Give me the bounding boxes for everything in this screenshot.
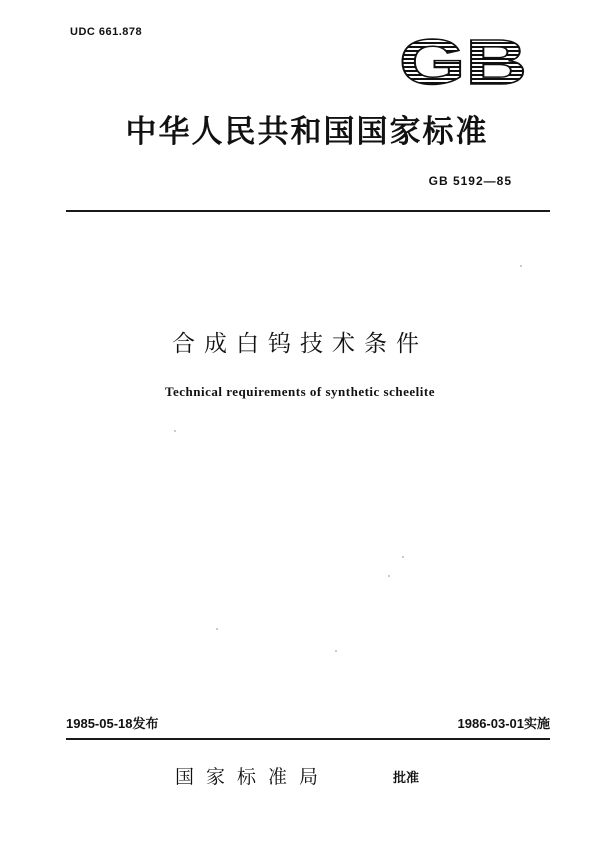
udc-code: UDC 661.878 [70, 26, 143, 38]
paper-speck [216, 628, 218, 630]
paper-speck [520, 265, 522, 267]
header-divider [66, 210, 550, 212]
paper-speck [402, 556, 404, 558]
standard-number: GB 5192—85 [428, 174, 512, 188]
document-title-english: Technical requirements of synthetic scheelite [165, 384, 435, 399]
implementation-date: 1986-03-01实施 [457, 716, 550, 731]
approval-label: 批准 [393, 771, 420, 786]
national-standard-title: 中华人民共和国国家标准 [125, 114, 489, 150]
issue-date: 1985-05-18发布 [66, 716, 159, 731]
document-title-chinese: 合成白钨技术条件 [172, 331, 428, 357]
paper-speck [388, 575, 390, 577]
issuing-authority: 国家标准局 [175, 766, 331, 788]
footer-divider [66, 738, 550, 740]
gb-logo [396, 30, 530, 92]
paper-speck [174, 430, 176, 432]
paper-speck [335, 650, 337, 652]
gb-logo-text: GB [399, 30, 527, 92]
